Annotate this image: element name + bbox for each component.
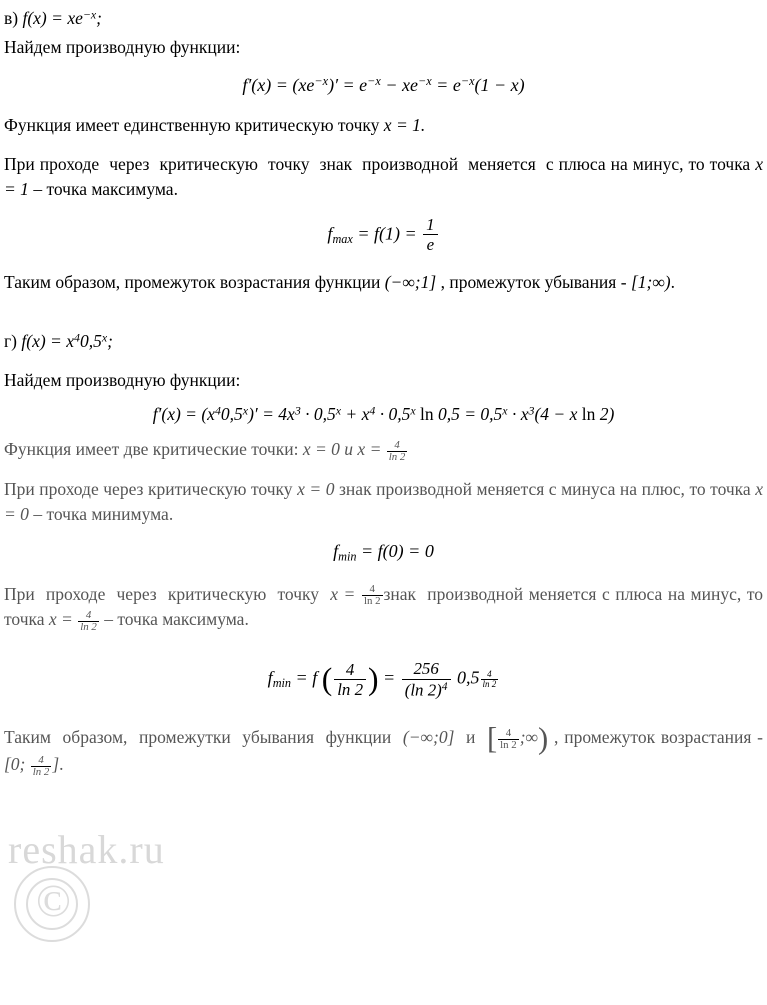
watermark-circle <box>14 866 90 942</box>
item-v-function: $f(x) = xe^{-x}$; <box>22 7 102 28</box>
g-critical-math: x = 0 и x = $\frac{4}{\ln 2}$ <box>302 439 406 463</box>
v-analysis: При проходе через критическую точку знак производной меняется с плюса на минус, то точка x = 1 – точка максимума. <box>4 153 763 199</box>
g-fmin-zero-formula: $f_{min} = f(0) = 0$ <box>333 541 434 564</box>
v-conclusion: Таким образом, промежуток возрастания функции (−∞;1] , промежуток убывания - [1;∞). <box>4 272 676 293</box>
item-v-label: в) <box>4 8 19 28</box>
watermark-text: reshak.ru <box>8 827 165 872</box>
v-critical-math: x = 1. <box>383 115 426 136</box>
g-derivative-formula: $f'(x) = (x^40,5^x)' = 4x^3 \cdot 0,5^x + x^4 \cdot 0,5^x$ $\ln 0,5 = 0,5^x \cdot x^3(4 - x$ ln 2) <box>152 402 615 424</box>
g-fmin-formula: $f_{min} = f$ ( $\frac{4}{\ln 2}$ ) = $\frac{256}{(\ln 2)^4}$ 0,5 $\frac{4}{\ln 2}$ <box>267 659 497 700</box>
v-critical-point <box>2 113 765 138</box>
watermark-copyright-icon: © <box>36 875 71 926</box>
g-critical-text: Функция имеет две критические точки: <box>4 439 303 460</box>
item-v-heading <box>2 6 765 31</box>
g-conclusion: Таким образом, промежутки убывания функции (−∞;0] и [ $\frac{4}{\ln 2}$ ;∞) , промежуток возрастания - [0; $\frac{4}{\ln 2}$ ]. <box>4 721 763 778</box>
watermark <box>8 827 165 926</box>
g-analysis-1: При проходе через критическую точку x = 0 знак производной меняется с минуса на плюс, то точка x = 0 – точка минимума. <box>4 478 763 524</box>
v-critical-text: Функция имеет единственную критическую точку <box>4 115 384 136</box>
item-g-function: $f(x) = x^40,5^x$; <box>21 330 113 351</box>
g-derivative-intro: Найдем производную функции: <box>4 369 241 390</box>
g-critical-points <box>2 437 765 462</box>
v-derivative-intro: Найдем производную функции: <box>4 36 241 57</box>
g-analysis-2: При проходе через критическую точку x = $\frac{4}{\ln 2}$ знак производной меняется с плюса на минус, то точка x = $\frac{4}{\ln 2}$ – точка максимума. <box>4 583 763 633</box>
v-fmax-formula: $f_{max} = f(1)$ = $\frac{1}{e}$ <box>2 216 765 255</box>
item-g-heading <box>2 329 765 354</box>
item-g-label: г) <box>4 330 18 351</box>
v-derivative-formula: $f'(x) = (xe^{-x})' = e^{-x} - xe^{-x} = e^{-x}(1 - x)$ <box>242 73 525 95</box>
